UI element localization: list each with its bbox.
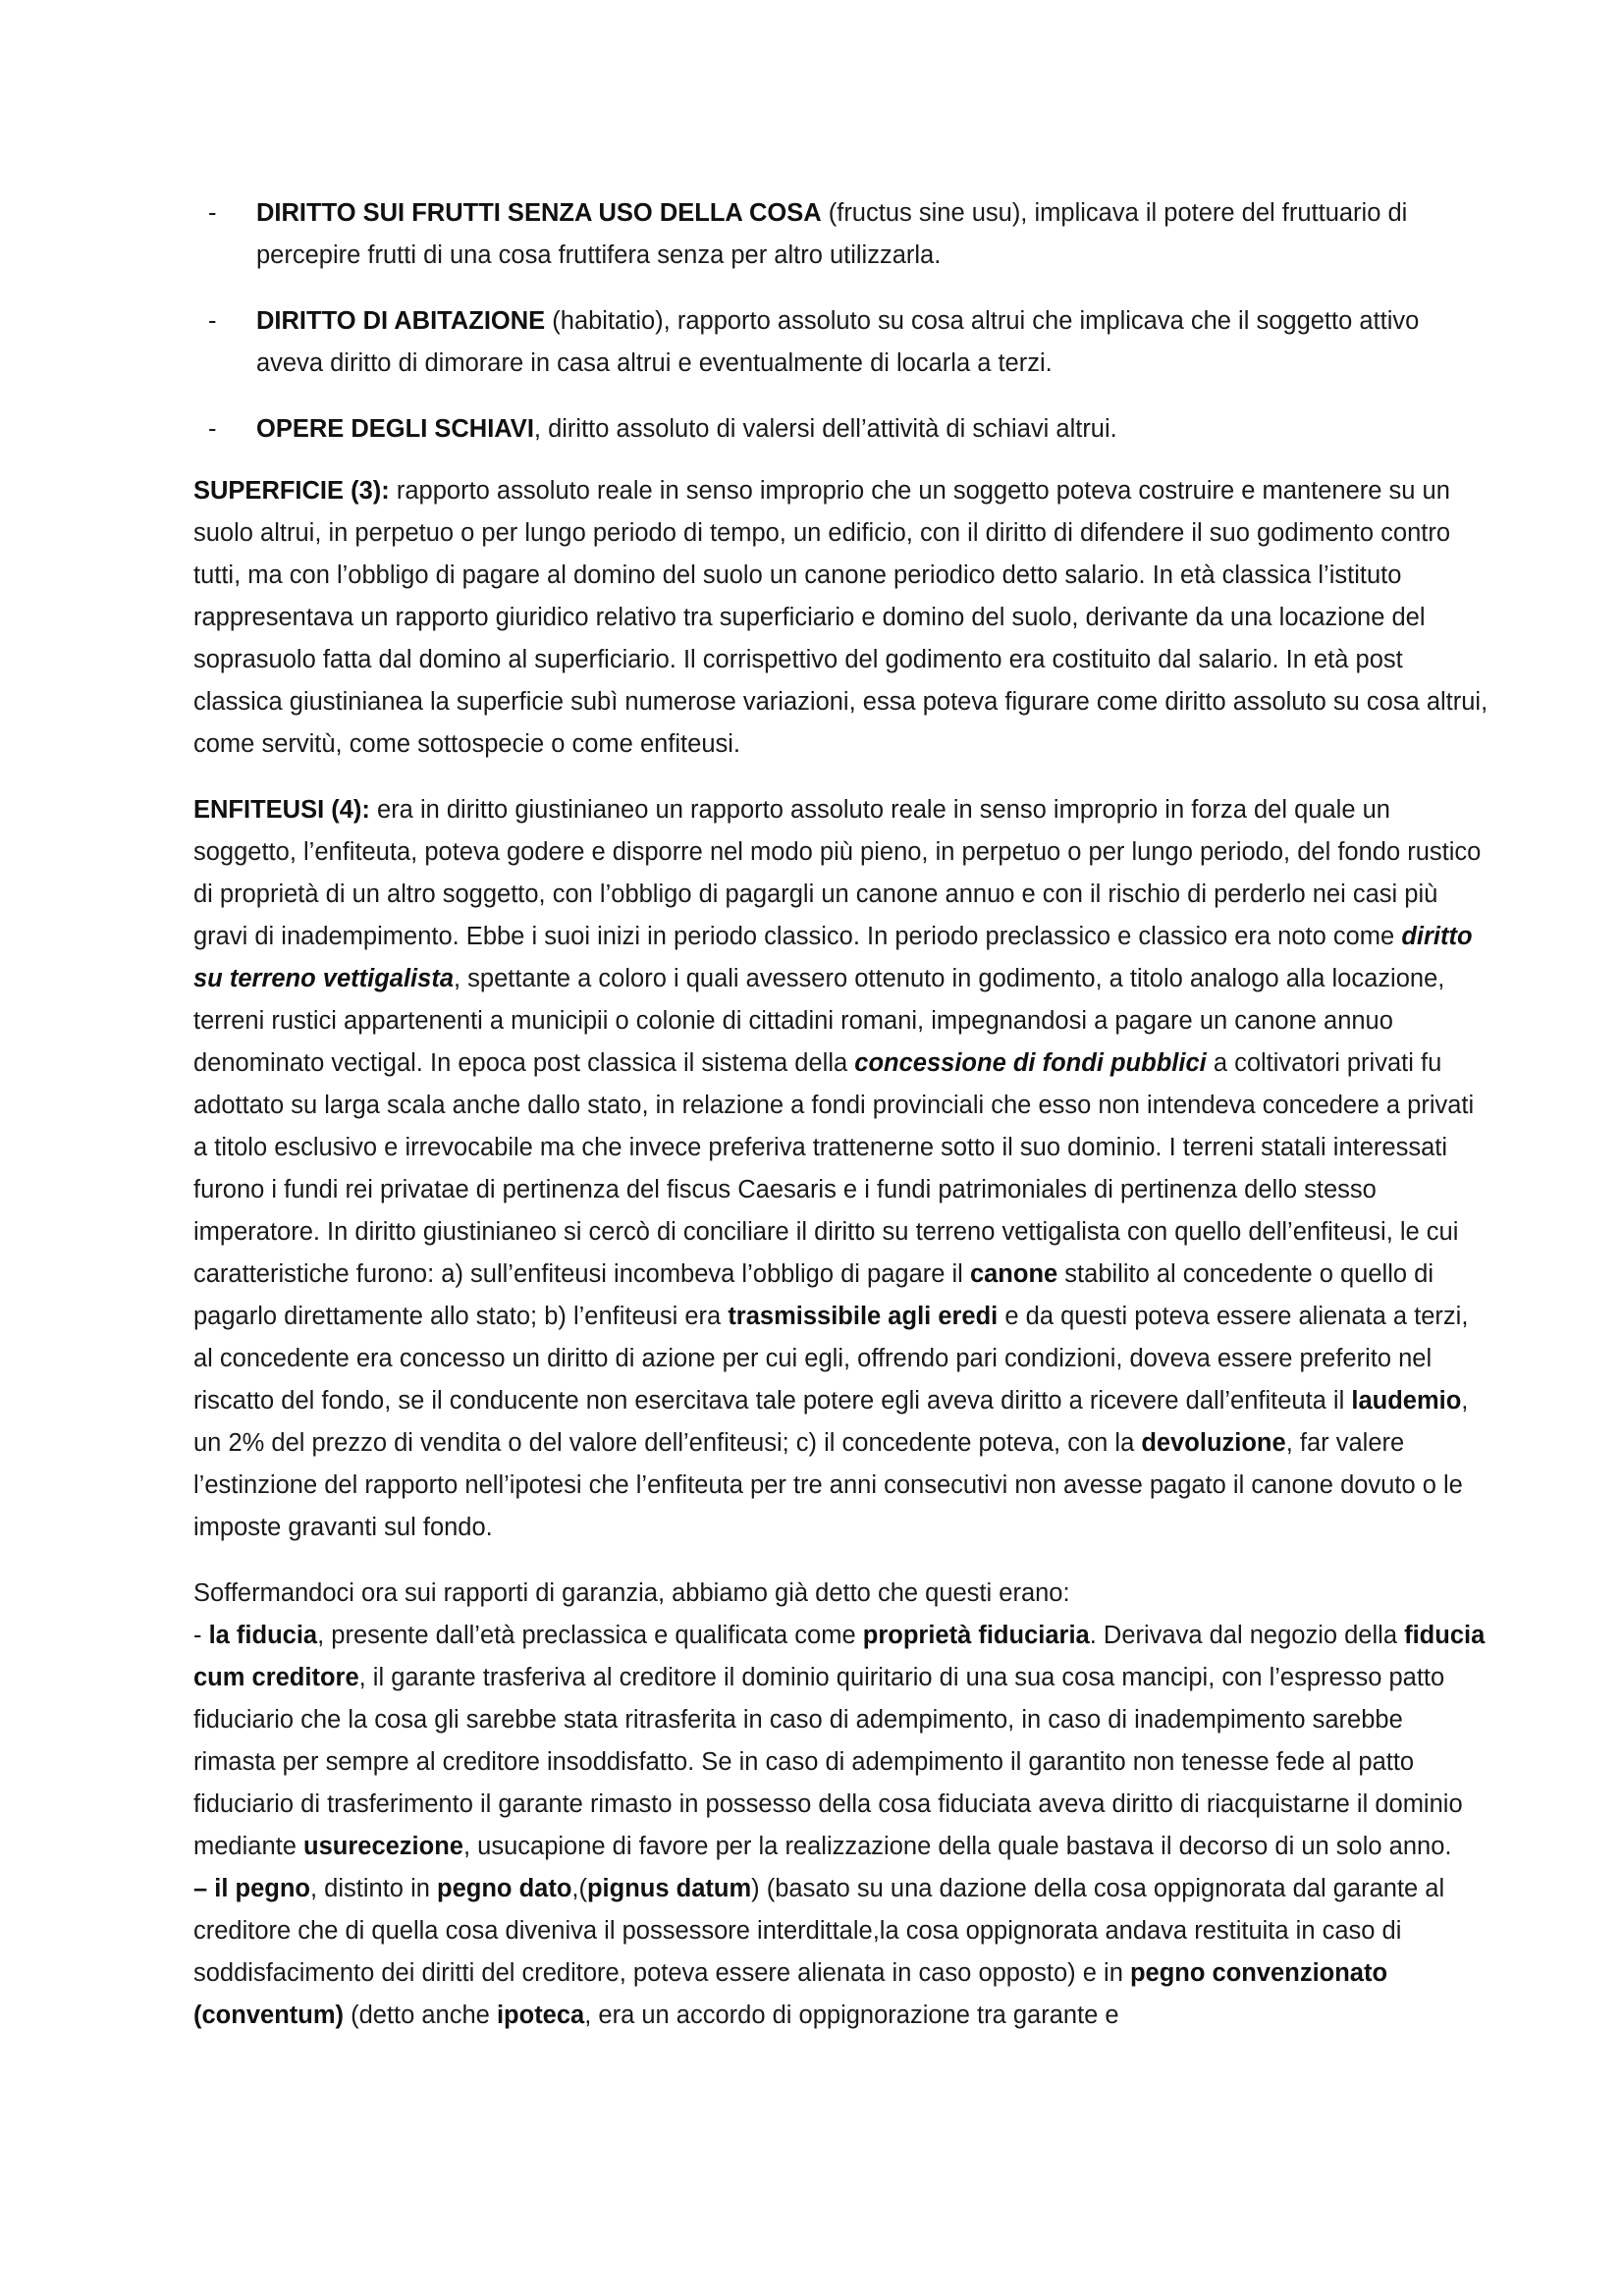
paragraph-text: ,(: [571, 1875, 587, 1902]
paragraph-text: (fructus sine usu), implicava il potere del fruttuario di percepire frutti di una cosa fruttifera senza per altro utilizzarla.: [256, 199, 1408, 269]
paragraph-text: e da questi poteva essere alienata a terzi, al concedente era concesso un diritto di azione per cui egli, offrendo pari condizioni, doveva essere preferito nel riscatto del fondo, se il conducente non esercitava tale potere egli aveva diritto a ricevere dall’enfiteuta il: [193, 1303, 1469, 1415]
paragraph-text: . Derivava dal negozio della: [1089, 1622, 1405, 1649]
paragraph-text: rapporto assoluto reale in senso improprio che un soggetto poteva costruire e mantenere su un suolo altrui, in perpetuo o per lungo periodo di tempo, un edificio, con il diritto di difendere il suo godimento contro tutti, ma con l’obbligo di pagare al domino del suolo un canone periodico detto salario. In età classica l’istituto rappresentava un rapporto giuridico relativo tra superficiario e domino del suolo, derivante da una locazione del soprasuolo fatta dal domino al superficiario. Il corrispettivo del godimento era costituito dal salario. In età post classica giustinianea la superficie subì numerose variazioni, essa poteva figurare come diritto assoluto su cosa altrui, come servitù, come sottospecie o come enfiteusi.: [193, 477, 1488, 758]
emphasis-term: diritto su terreno vettigalista: [193, 923, 1473, 992]
bold-term: canone: [969, 1260, 1058, 1288]
bullet-dash: -: [208, 307, 217, 335]
bullet-dash: -: [208, 415, 217, 443]
paragraph-text: , un 2% del prezzo di vendita o del valore dell’enfiteusi; c) il concedente poteva, con la: [193, 1387, 1469, 1457]
list-dash: -: [193, 1622, 209, 1649]
paragraph-text: , spettante a coloro i quali avessero ottenuto in godimento, a titolo analogo alla locazione, terreni rustici appartenenti a municipii o colonie di cittadini romani, impegnandosi a pagare un canone annuo denominato vectigal. In epoca post classica il sistema della: [193, 965, 1445, 1077]
bold-term: laudemio: [1351, 1387, 1462, 1415]
paragraph-text: , far valere l’estinzione del rapporto nell’ipotesi che l’enfiteuta per tre anni consecutivi non avesse pagato il canone dovuto o le imposte gravanti sul fondo.: [193, 1429, 1463, 1541]
bold-term: fiducia cum creditore: [193, 1622, 1486, 1691]
term-heading: DIRITTO SUI FRUTTI SENZA USO DELLA COSA: [256, 199, 822, 227]
bold-term: ipoteca: [496, 2002, 585, 2029]
bold-term: devoluzione: [1141, 1429, 1286, 1457]
paragraph-text: , diritto assoluto di valersi dell’attività di schiavi altrui.: [533, 415, 1117, 443]
section-heading: SUPERFICIE (3):: [193, 477, 390, 505]
paragraph-text: (habitatio), rapporto assoluto su cosa altrui che implicava che il soggetto attivo aveva diritto di dimorare in casa altrui e eventualmente di locarla a terzi.: [256, 307, 1420, 377]
bullet-item-fructus: [193, 192, 1489, 277]
term-heading: OPERE DEGLI SCHIAVI: [256, 415, 534, 443]
paragraph-superficie: [193, 470, 1489, 766]
paragraph-text: , presente dall’età preclassica e qualificata come: [317, 1622, 863, 1649]
bold-term: pegno convenzionato (conventum): [193, 1959, 1388, 2029]
paragraph-enfiteusi: [193, 789, 1489, 1549]
paragraph-text: ) (basato su una dazione della cosa oppignorata dal garante al creditore che di quella cosa diveniva il possessore interdittale,la cosa oppignorata andava restituita in caso di soddisfacimento dei diritti del creditore, poteva essere alienata in caso opposto) e in: [193, 1875, 1445, 1987]
paragraph-text: , distinto in: [310, 1875, 437, 1902]
document-body: [193, 192, 1489, 2037]
paragraph-text: , il garante trasferiva al creditore il dominio quiritario di una sua cosa mancipi, con l’espresso patto fiduciario che la cosa gli sarebbe stata ritrasferita in caso di adempimento, in caso di inadempimento sarebbe rimasta per sempre al creditore insoddisfatto. Se in caso di adempimento il garantito non tenesse fede al patto fiduciario di trasferimento il garante rimasto in possesso della cosa fiduciata aveva diritto di riacquistarne il dominio mediante: [193, 1664, 1463, 1860]
bold-term: pegno dato: [437, 1875, 572, 1902]
bold-term: pignus datum: [586, 1875, 752, 1902]
section-heading: ENFITEUSI (4):: [193, 796, 370, 824]
paragraph-text: a coltivatori privati fu adottato su larga scala anche dallo stato, in relazione a fondi provinciali che esso non intendeva concedere a privati a titolo esclusivo e irrevocabile ma che invece preferiva trattenerne sotto il suo dominio. I terreni statali interessati furono i fundi rei privatae di pertinenza del fiscus Caesaris e i fundi patrimoniales di pertinenza dello stesso imperatore. In diritto giustinianeo si cercò di conciliare il diritto su terreno vettigalista con quello dell’enfiteusi, le cui caratteristiche furono: a) sull’enfiteusi incombeva l’obbligo di pagare il: [193, 1049, 1475, 1288]
bullet-item-habitatio: [193, 300, 1489, 385]
paragraph-text: (detto anche: [344, 2002, 497, 2029]
bullet-dash: -: [208, 199, 217, 227]
emphasis-term: concessione di fondi pubblici: [854, 1049, 1207, 1077]
bold-term: la fiducia: [208, 1622, 318, 1649]
bullet-item-opere-schiavi: [193, 408, 1489, 451]
bold-term: trasmissibile agli eredi: [728, 1303, 999, 1330]
bold-term: – il pegno: [193, 1875, 311, 1902]
paragraph-text: Soffermandoci ora sui rapporti di garanzia, abbiamo già detto che questi erano:: [193, 1579, 1070, 1607]
term-heading: DIRITTO DI ABITAZIONE: [256, 307, 546, 335]
bold-term: proprietà fiduciaria: [862, 1622, 1090, 1649]
paragraph-fiducia: [193, 1615, 1489, 1868]
paragraph-text: , usucapione di favore per la realizzazione della quale bastava il decorso di un solo anno.: [462, 1833, 1452, 1860]
paragraph-text: stabilito al concedente o quello di pagarlo direttamente allo stato; b) l’enfiteusi era: [193, 1260, 1434, 1330]
paragraph-text: era in diritto giustinianeo un rapporto assoluto reale in senso improprio in forza del quale un soggetto, l’enfiteuta, poteva godere e disporre nel modo più pieno, in perpetuo o per lungo periodo, del fondo rustico di proprietà di un altro soggetto, con l’obbligo di pagargli un canone annuo e con il rischio di perderlo nei casi più gravi di inadempimento. Ebbe i suoi inizi in periodo classico. In periodo preclassico e classico era noto come: [193, 796, 1482, 950]
bold-term: usurecezione: [303, 1833, 463, 1860]
paragraph-pegno: [193, 1868, 1489, 2037]
paragraph-text: , era un accordo di oppignorazione tra garante e: [584, 2002, 1119, 2029]
paragraph-garanzia-intro: [193, 1573, 1489, 1615]
